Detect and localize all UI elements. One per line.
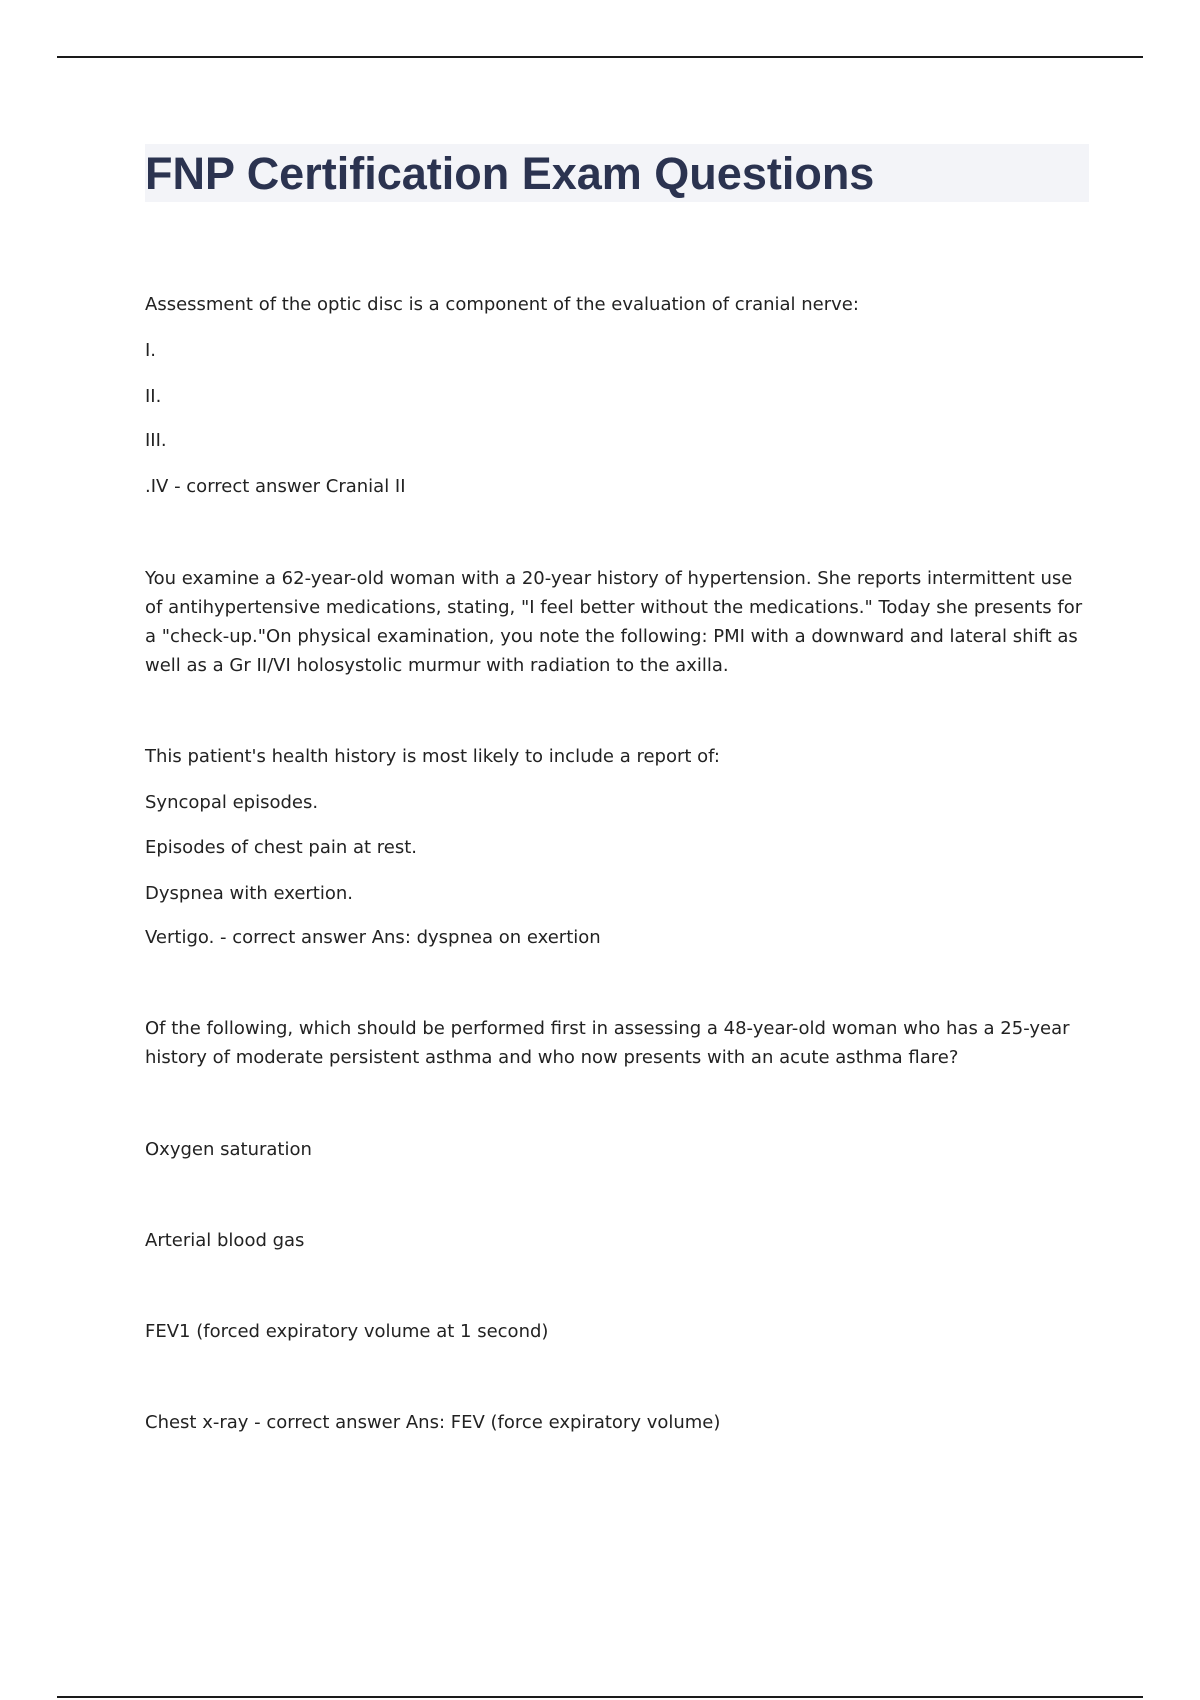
q3-option-2: Arterial blood gas xyxy=(145,1230,305,1251)
document-body xyxy=(145,144,1089,202)
q2-option-1: Syncopal episodes. xyxy=(145,792,319,813)
q3-option-4: Chest x-ray - correct answer Ans: FEV (force expiratory volume) xyxy=(145,1412,721,1433)
q3-option-3: FEV1 (forced expiratory volume at 1 second) xyxy=(145,1321,549,1342)
q2-option-3: Dyspnea with exertion. xyxy=(145,883,353,904)
q1-option-4: .IV - correct answer Cranial II xyxy=(145,476,406,497)
top-rule xyxy=(57,56,1143,58)
q1-stem: Assessment of the optic disc is a component of the evaluation of cranial nerve: xyxy=(145,294,859,315)
q2-case: You examine a 62-year-old woman with a 20-year history of hypertension. She reports intermittent use of antihypertensive medications, stating, "I feel better without the medications." Today she presents for a "check-up."On physical examination, you note the following: PMI with a downward and lateral shift as well as a Gr II/VI holosystolic murmur with radiation to the axilla. xyxy=(145,568,1083,676)
q3-stem: Of the following, which should be performed first in assessing a 48-year-old woman who has a 25-year history of moderate persistent asthma and who now presents with an acute asthma flare? xyxy=(145,1018,1070,1068)
bottom-rule xyxy=(57,1696,1143,1698)
title-band xyxy=(145,144,1089,202)
q2-option-2: Episodes of chest pain at rest. xyxy=(145,837,418,858)
page-title: FNP Certification Exam Questions xyxy=(145,147,875,199)
q1-option-2: II. xyxy=(145,386,162,407)
q1-option-1: I. xyxy=(145,340,157,361)
q2-stem: This patient's health history is most likely to include a report of: xyxy=(145,746,720,767)
q1-option-3: III. xyxy=(145,430,167,451)
q3-option-1: Oxygen saturation xyxy=(145,1139,312,1160)
q2-option-4: Vertigo. - correct answer Ans: dyspnea on exertion xyxy=(145,927,601,948)
